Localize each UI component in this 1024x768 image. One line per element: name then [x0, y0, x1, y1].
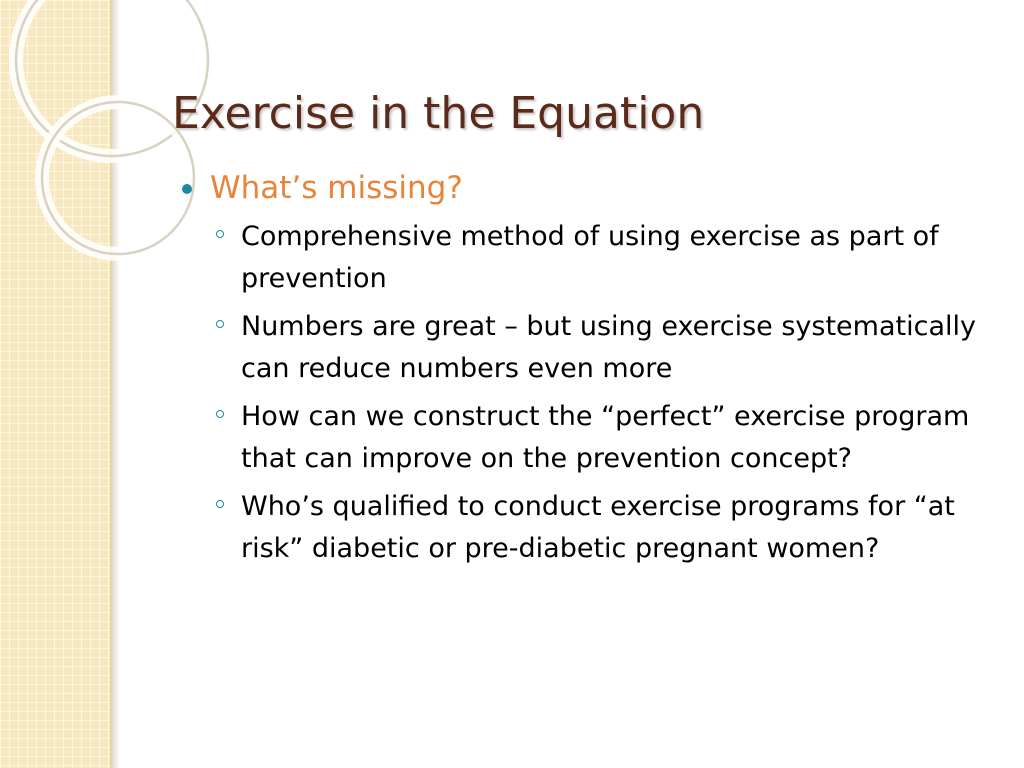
- hollow-circle-bullet-icon: [216, 320, 224, 328]
- slide-content: [182, 168, 992, 576]
- sub-bullet-item: [216, 216, 992, 300]
- sub-bullet-text: How can we construct the “perfect” exercise program that can improve on the prevention concept?: [241, 401, 970, 474]
- hollow-circle-bullet-icon: [216, 230, 224, 238]
- sub-bullet-text: Numbers are great – but using exercise systematically can reduce numbers even more: [241, 311, 976, 384]
- hollow-circle-bullet-icon: [216, 500, 224, 508]
- sub-bullet-text: Who’s qualified to conduct exercise programs for “at risk” diabetic or pre-diabetic pregnant women?: [241, 491, 955, 564]
- sub-bullet-item: [216, 486, 992, 570]
- hollow-circle-bullet-icon: [216, 410, 224, 418]
- filled-circle-bullet-icon: [182, 184, 192, 194]
- sub-bullet-list: [182, 216, 992, 570]
- sub-bullet-item: [216, 396, 992, 480]
- bullet-item: [182, 168, 992, 208]
- sub-bullet-text: Comprehensive method of using exercise as part of prevention: [241, 221, 939, 294]
- slide-title: Exercise in the Equation: [172, 88, 705, 139]
- bullet-text: What’s missing?: [210, 170, 463, 206]
- sub-bullet-item: [216, 306, 992, 390]
